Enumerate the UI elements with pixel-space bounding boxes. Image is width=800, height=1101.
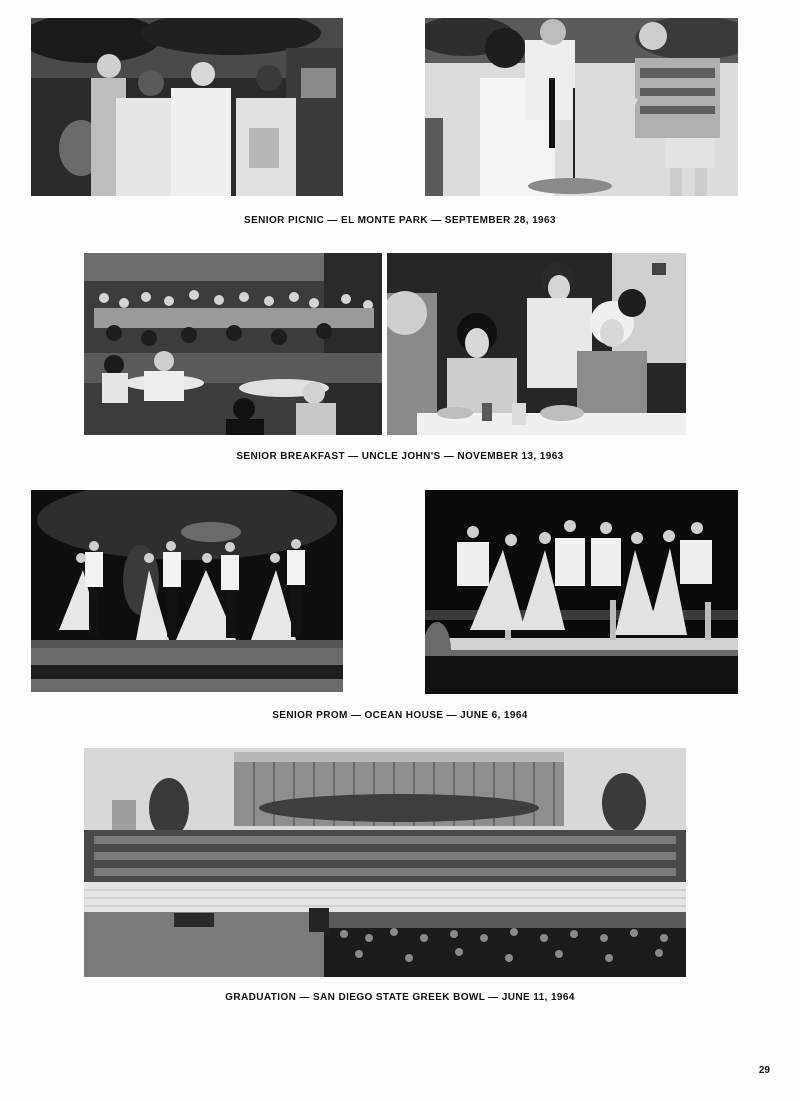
caption-senior-breakfast: SENIOR BREAKFAST — UNCLE JOHN'S — NOVEMBER 13, 1963 (236, 451, 564, 462)
caption-senior-picnic: SENIOR PICNIC — EL MONTE PARK — SEPTEMBER 28, 1963 (244, 215, 556, 226)
prom-photo-right (425, 490, 738, 694)
breakfast-photo-right (387, 253, 686, 435)
graduation-photo (84, 748, 686, 977)
picnic-photo-left (31, 18, 343, 196)
caption-senior-prom: SENIOR PROM — OCEAN HOUSE — JUNE 6, 1964 (272, 710, 528, 721)
page-number: 29 (758, 1065, 770, 1076)
caption-graduation: GRADUATION — SAN DIEGO STATE GREEK BOWL — JUNE 11, 1964 (225, 992, 575, 1003)
breakfast-photo-left (84, 253, 382, 435)
prom-photo-left (31, 490, 343, 692)
picnic-photo-right (425, 18, 738, 196)
